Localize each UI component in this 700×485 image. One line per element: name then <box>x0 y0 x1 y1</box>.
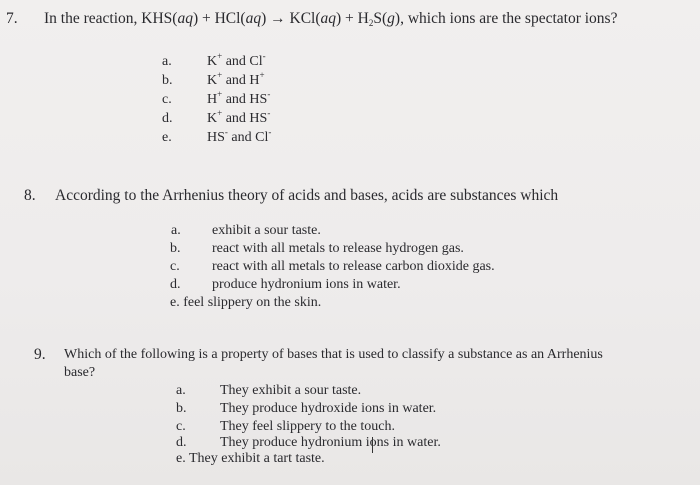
text-cursor-icon <box>372 437 381 453</box>
q9-option-b-letter: b. <box>176 401 187 416</box>
q8-option-c[interactable]: react with all metals to release carbon dioxide gas. <box>212 259 495 274</box>
q7-option-e-letter: e. <box>162 130 172 145</box>
q7-option-d[interactable]: K+ and HS- <box>207 108 271 126</box>
q7-option-c[interactable]: H+ and HS- <box>207 89 271 107</box>
q8-option-d[interactable]: produce hydronium ions in water. <box>212 277 401 292</box>
q9-text-line2: base? <box>64 365 96 380</box>
q7-option-e[interactable]: HS- and Cl- <box>207 127 272 145</box>
q7-number: 7. <box>6 10 18 27</box>
q8-option-b-letter: b. <box>170 241 181 256</box>
q7-option-c-letter: c. <box>162 92 172 107</box>
q8-text: According to the Arrhenius theory of acids and bases, acids are substances which <box>55 187 559 204</box>
q7-option-a[interactable]: K+ and Cl- <box>207 51 266 69</box>
q8-option-a-letter: a. <box>171 223 181 238</box>
q9-option-e[interactable]: e. They exhibit a tart taste. <box>176 451 325 466</box>
q8-option-a[interactable]: exhibit a sour taste. <box>212 223 321 238</box>
q9-option-d[interactable]: They produce hydronium ions in water. <box>220 435 441 450</box>
q7-option-b[interactable]: K+ and H+ <box>207 70 265 88</box>
q9-text-line1: Which of the following is a property of bases that is used to classify a substance as an Arrhenius <box>64 347 603 362</box>
q7-option-a-letter: a. <box>162 54 172 69</box>
q7-option-d-letter: d. <box>162 111 173 126</box>
q8-option-b[interactable]: react with all metals to release hydrogen gas. <box>212 241 464 256</box>
q7-option-b-letter: b. <box>162 73 173 88</box>
q9-option-c-letter: c. <box>176 419 186 434</box>
q9-option-a-letter: a. <box>176 383 186 398</box>
q8-option-e[interactable]: e. feel slippery on the skin. <box>170 295 322 310</box>
q8-option-c-letter: c. <box>170 259 180 274</box>
q9-option-c[interactable]: They feel slippery to the touch. <box>220 419 395 434</box>
q7-text: In the reaction, $KHS(aq) + HCl(aq) \to KCl(aq) + H_2S(g)$, which ions are the spectator ions? <box>44 10 618 28</box>
q8-number: 8. <box>24 187 36 204</box>
q8-option-d-letter: d. <box>170 277 181 292</box>
q9-option-a[interactable]: They exhibit a sour taste. <box>220 383 362 398</box>
q9-option-d-letter: d. <box>176 435 187 450</box>
q9-option-b[interactable]: They produce hydroxide ions in water. <box>220 401 437 416</box>
q9-number: 9. <box>34 346 46 363</box>
